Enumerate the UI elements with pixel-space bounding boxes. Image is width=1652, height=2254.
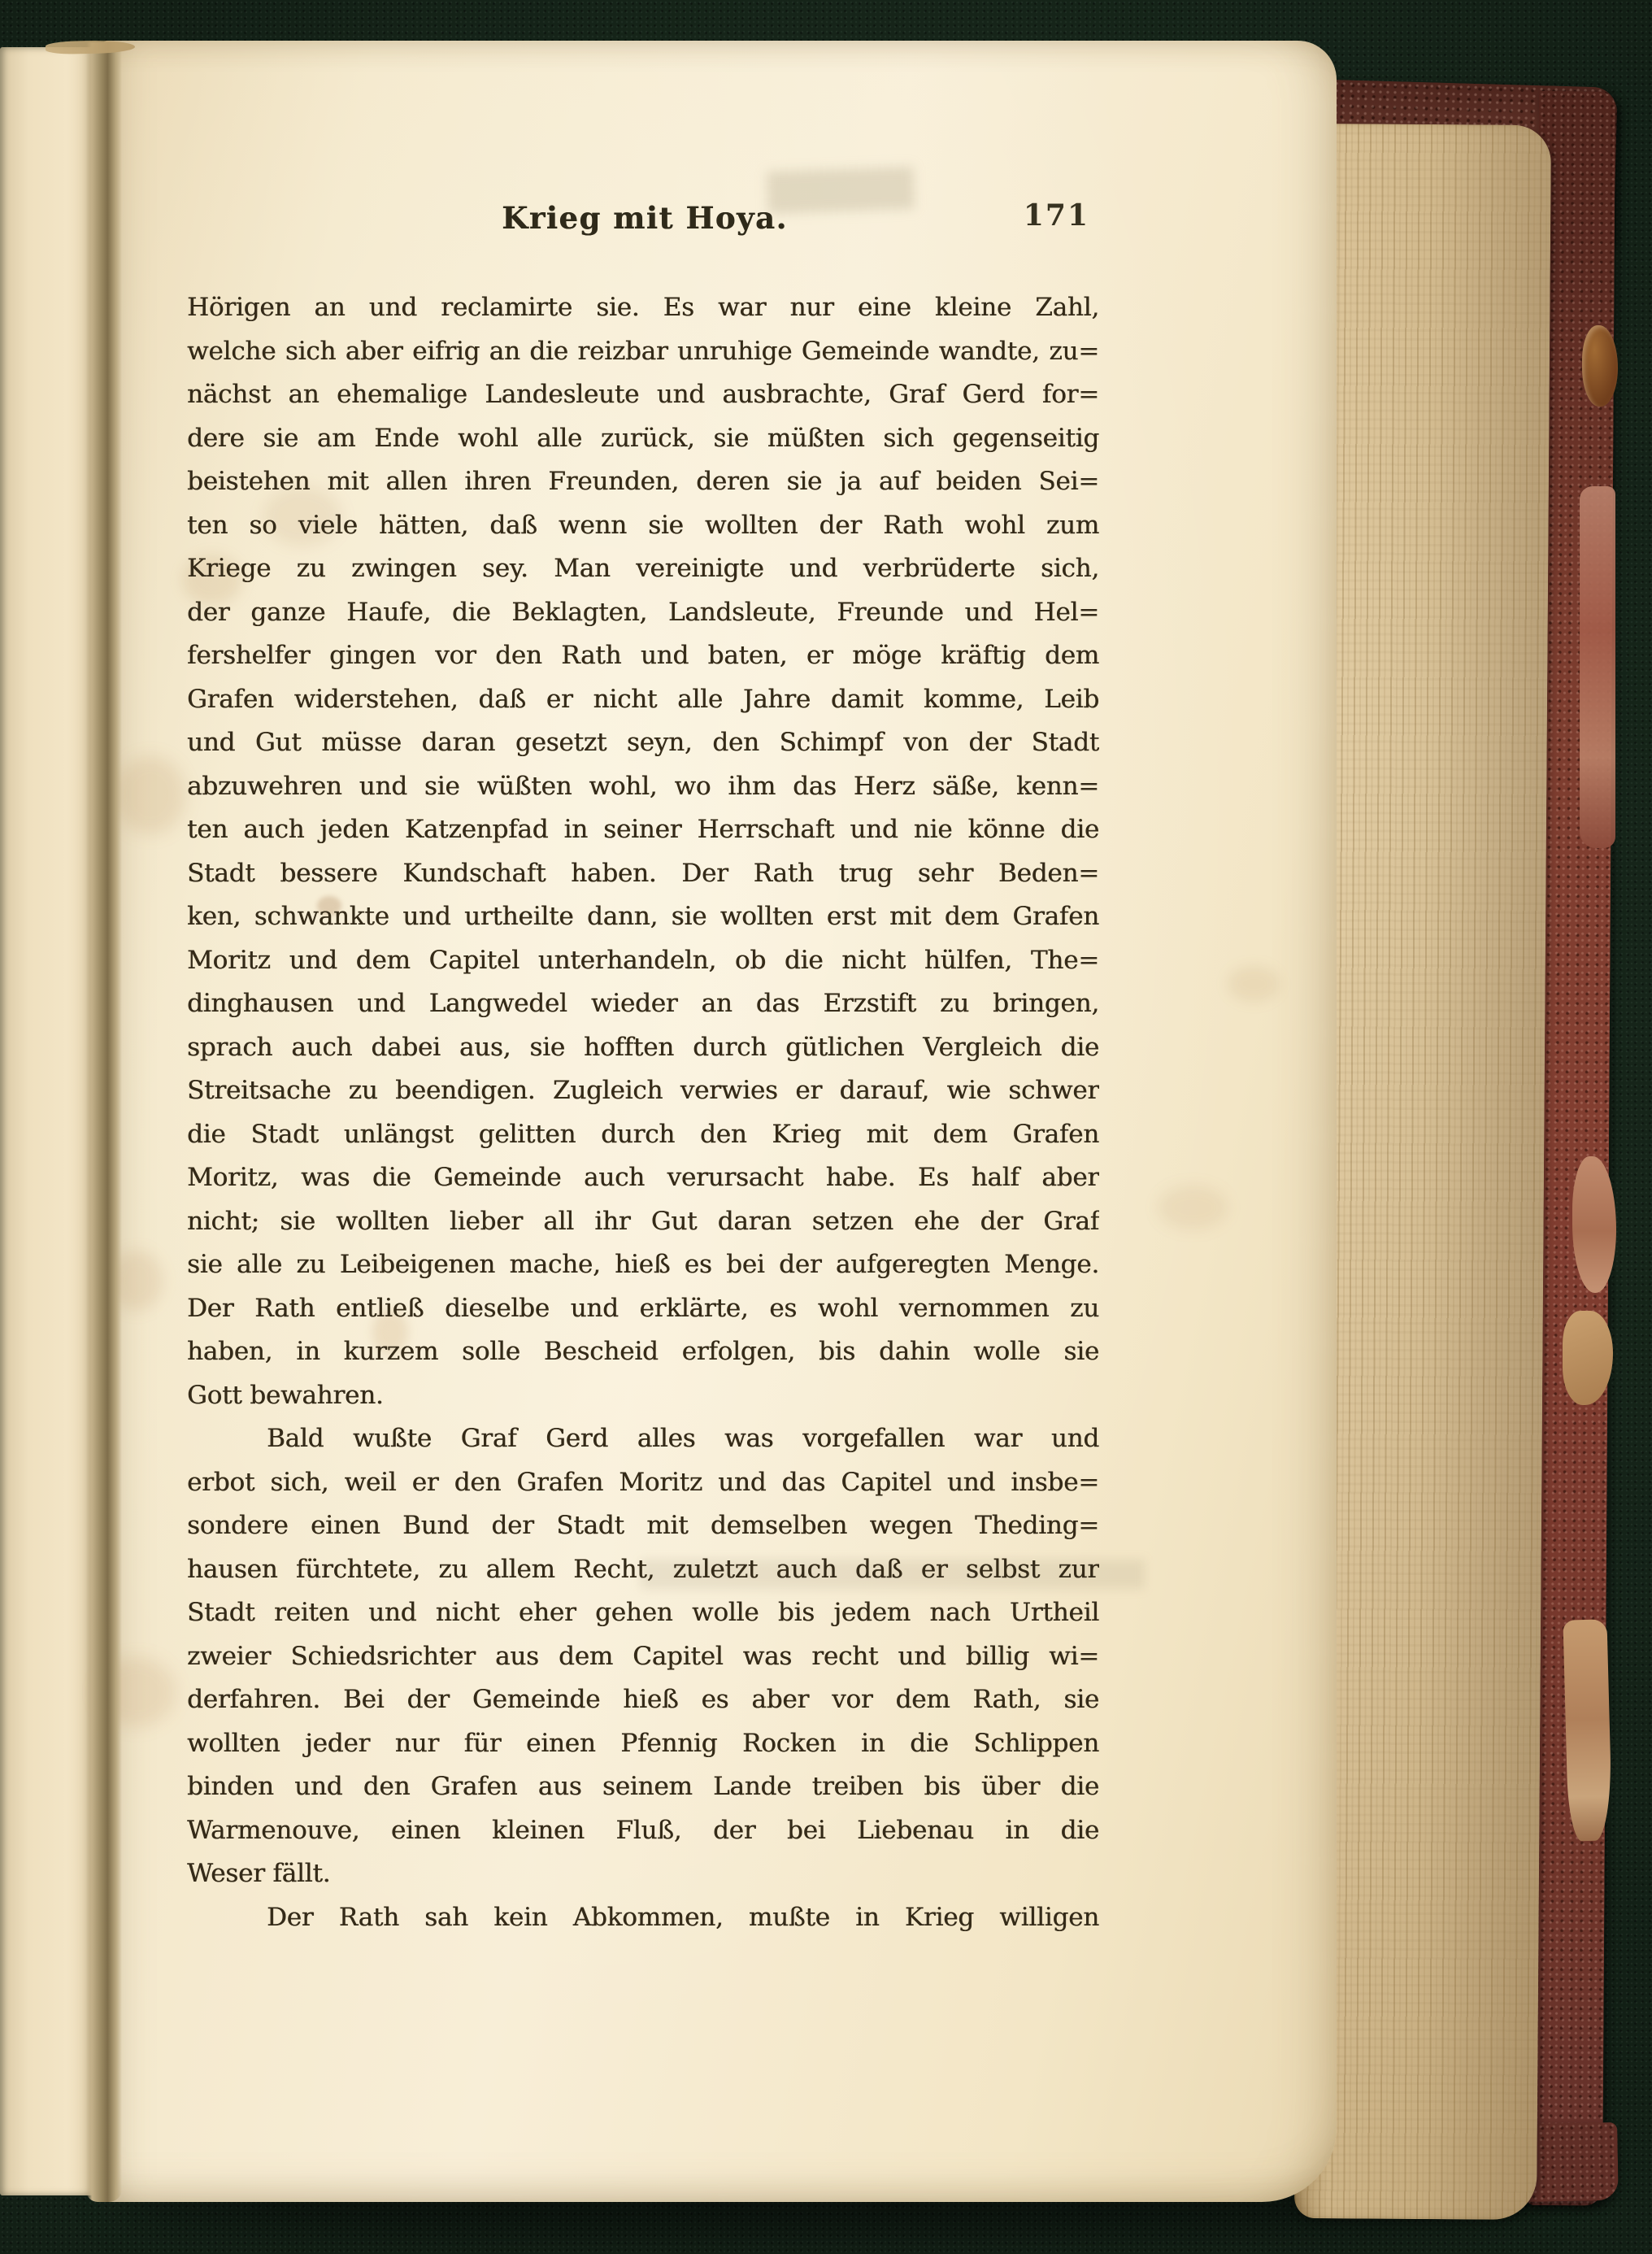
text-line: Weser fällt. — [187, 1859, 331, 1888]
text-line: dinghausen und Langwedel wieder an das Erzstift zu bringen, — [187, 989, 1099, 1018]
text-line: Gott bewahren. — [187, 1380, 384, 1410]
cover-damage-patch — [1580, 486, 1615, 848]
text-line: Warmenouve, einen kleinen Fluß, der bei Liebenau in die — [187, 1815, 1099, 1845]
leather-strap-remnant — [1563, 1619, 1612, 1841]
text-line: nächst an ehemalige Landesleute und ausbrachte, Graf Gerd for= — [187, 380, 1099, 409]
text-line: dere sie am Ende wohl alle zurück, sie müßten sich gegenseitig — [187, 423, 1099, 453]
text-line: ten so viele hätten, daß wenn sie wollten der Rath wohl zum — [187, 510, 1099, 540]
text-line: abzuwehren und sie wüßten wohl, wo ihm das Herz säße, kenn= — [187, 771, 1099, 801]
page-stain — [1158, 1186, 1228, 1229]
text-line: haben, in kurzem solle Bescheid erfolgen, bis dahin wolle sie — [187, 1337, 1099, 1366]
text-line: Moritz, was die Gemeinde auch verursacht habe. Es half aber — [187, 1163, 1099, 1192]
text-line: nicht; sie wollten lieber all ihr Gut daran setzen ehe der Graf — [187, 1206, 1099, 1236]
text-line: zweier Schiedsrichter aus dem Capitel was recht und billig wi= — [187, 1641, 1099, 1671]
text-line: hausen fürchtete, zu allem Recht, zuletzt auch daß er selbst zur — [187, 1554, 1099, 1584]
text-line: Der Rath entließ dieselbe und erklärte, es wohl vernommen zu — [187, 1293, 1099, 1323]
text-line: Grafen widerstehen, daß er nicht alle Jahre damit komme, Leib — [187, 684, 1099, 714]
body-text — [187, 286, 1099, 1939]
text-line: Moritz und dem Capitel unterhandeln, ob die nicht hülfen, The= — [187, 945, 1099, 975]
text-line: Stadt bessere Kundschaft haben. Der Rath trug sehr Beden= — [187, 858, 1099, 888]
text-line: und Gut müsse daran gesetzt seyn, den Schimpf von der Stadt — [187, 728, 1099, 757]
text-line: beistehen mit allen ihren Freunden, deren sie ja auf beiden Sei= — [187, 467, 1099, 496]
text-line: welche sich aber eifrig an die reizbar unruhige Gemeinde wandte, zu= — [187, 336, 1099, 366]
gutter-shadow — [86, 42, 122, 2202]
text-line: fershelfer gingen vor den Rath und baten, er möge kräftig dem — [187, 641, 1099, 670]
text-line: Der Rath sah kein Abkommen, mußte in Krieg willigen — [267, 1902, 1099, 1932]
page-stain — [1228, 966, 1280, 1002]
page-stain — [115, 756, 185, 834]
text-line: Stadt reiten und nicht eher gehen wolle bis jedem nach Urtheil — [187, 1598, 1099, 1627]
text-line: ten auch jeden Katzenpfad in seiner Herrschaft und nie könne die — [187, 815, 1099, 844]
text-line: sie alle zu Leibeigenen mache, hieß es bei der aufgeregten Menge. — [187, 1250, 1099, 1279]
text-line: Hörigen an und reclamirte sie. Es war nur eine kleine Zahl, — [187, 293, 1099, 322]
running-header — [187, 200, 1102, 246]
text-line: Bald wußte Graf Gerd alles was vorgefallen war und — [267, 1424, 1099, 1453]
cover-damage-patch — [1582, 325, 1618, 407]
text-line: sondere einen Bund der Stadt mit demselben wegen Theding= — [187, 1511, 1099, 1540]
page-number: 171 — [1023, 198, 1089, 233]
facing-page-edge — [0, 47, 96, 2195]
text-line: Kriege zu zwingen sey. Man vereinigte und verbrüderte sich, — [187, 554, 1099, 583]
text-line: derfahren. Bei der Gemeinde hieß es aber vor dem Rath, sie — [187, 1685, 1099, 1714]
text-line: ken, schwankte und urtheilte dann, sie wollten erst mit dem Grafen — [187, 902, 1099, 931]
text-line: wollten jeder nur für einen Pfennig Rocken in die Schlippen — [187, 1728, 1099, 1758]
running-title: Krieg mit Hoya. — [502, 200, 788, 236]
text-line: erbot sich, weil er den Grafen Moritz und das Capitel und insbe= — [187, 1467, 1099, 1497]
text-line: sprach auch dabei aus, sie hofften durch gütlichen Vergleich die — [187, 1032, 1099, 1062]
book-page — [104, 41, 1337, 2202]
text-line: Streitsache zu beendigen. Zugleich verwies er darauf, wie schwer — [187, 1076, 1099, 1105]
text-line: der ganze Haufe, die Beklagten, Landsleute, Freunde und Hel= — [187, 597, 1099, 627]
text-line: binden und den Grafen aus seinem Lande treiben bis über die — [187, 1772, 1099, 1801]
text-line: die Stadt unlängst gelitten durch den Krieg mit dem Grafen — [187, 1119, 1099, 1149]
